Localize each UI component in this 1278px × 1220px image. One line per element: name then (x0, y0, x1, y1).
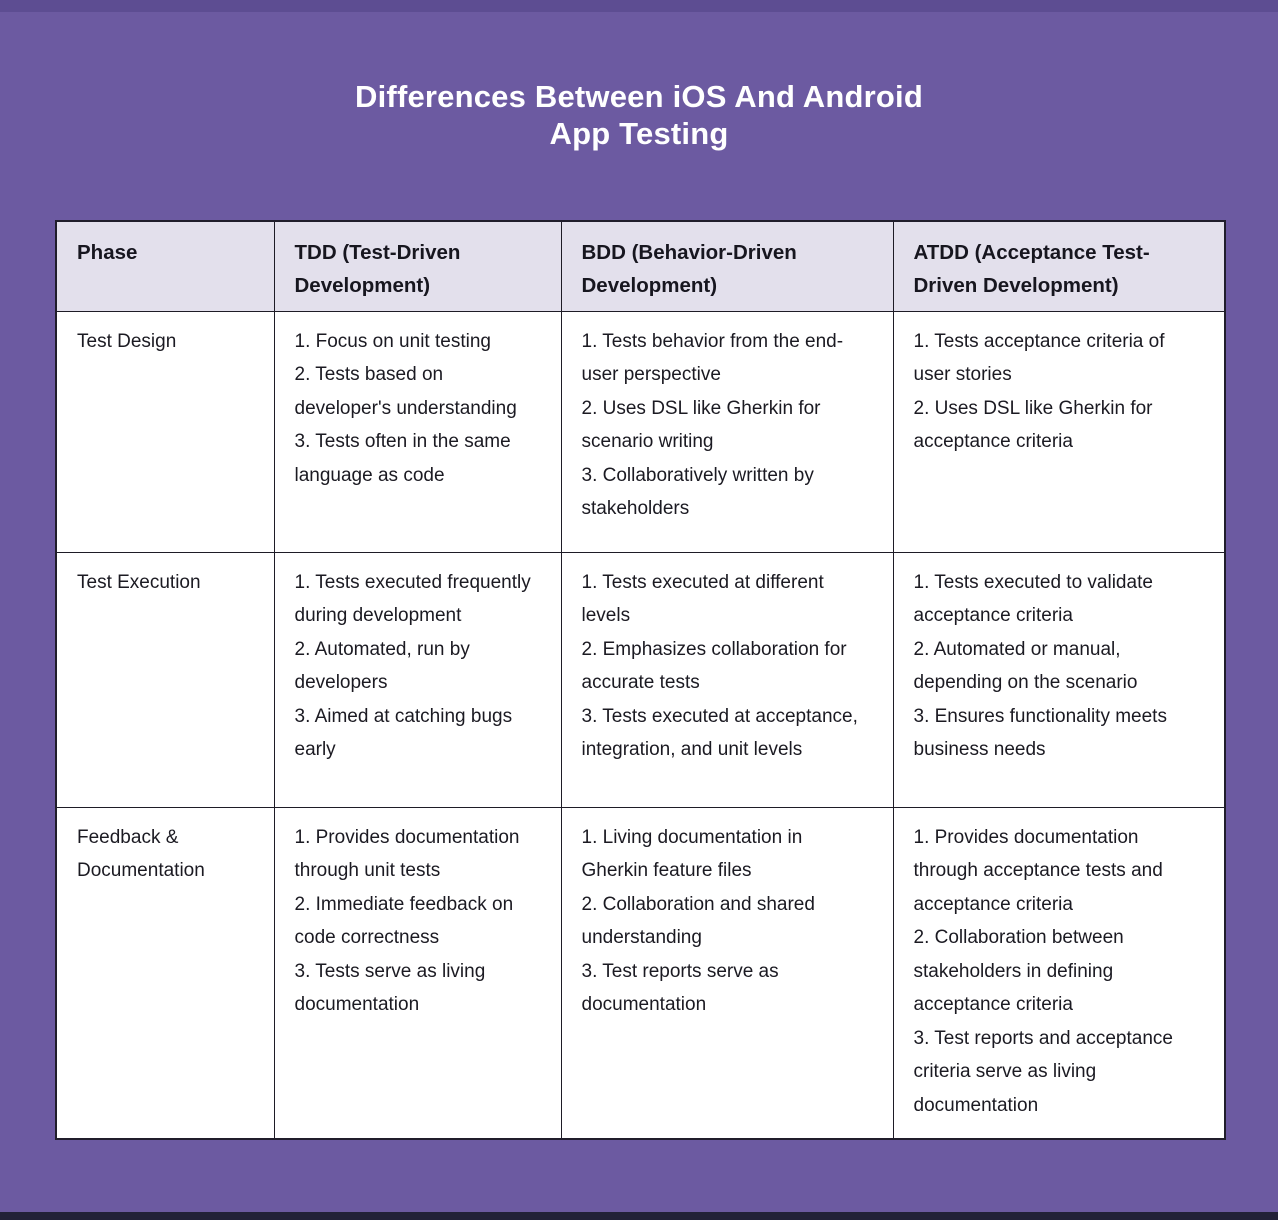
list-item: 3. Ensures functionality meets business needs (913, 705, 1167, 760)
list-item: 2. Collaboration between stakeholders in defining acceptance criteria (913, 927, 1124, 1015)
bdd-cell (561, 807, 893, 1139)
list-item: 1. Tests executed at different levels (581, 571, 824, 626)
list-item: 3. Tests executed at acceptance, integration, and unit levels (581, 705, 858, 760)
list-item: 3. Collaboratively written by stakeholders (581, 464, 814, 519)
list-item: 1. Focus on unit testing (294, 330, 491, 352)
bdd-cell (561, 311, 893, 552)
list-item: 3. Test reports and acceptance criteria serve as living documentation (913, 1027, 1173, 1116)
bdd-cell (561, 552, 893, 807)
list-item: 2. Tests based on developer's understanding (294, 364, 517, 419)
list-item: 2. Emphasizes collaboration for accurate tests (581, 638, 847, 693)
page-title (0, 78, 1278, 152)
list-item: 1. Living documentation in Gherkin feature files (581, 826, 803, 881)
list-item: 2. Uses DSL like Gherkin for acceptance criteria (913, 397, 1153, 452)
list-item: 3. Tests often in the same language as code (294, 431, 511, 486)
list-item: 1. Provides documentation through unit tests (294, 826, 520, 881)
atdd-cell (893, 552, 1225, 807)
list-item: 3. Aimed at catching bugs early (294, 705, 513, 760)
list-item: 3. Tests serve as living documentation (294, 960, 486, 1015)
list-item: 1. Provides documentation through acceptance tests and acceptance criteria (913, 826, 1163, 915)
table-row-test-execution (56, 552, 1225, 807)
phase-cell: Test Execution (56, 552, 274, 807)
bottom-accent-band (0, 1212, 1278, 1220)
atdd-cell (893, 311, 1225, 552)
page-title-line1: Differences Between iOS And Android (355, 79, 923, 114)
tdd-cell (274, 807, 561, 1139)
list-item: 1. Tests behavior from the end-user perspective (581, 330, 844, 385)
header-cell-phase: Phase (56, 221, 274, 311)
table-row-feedback-documentation (56, 807, 1225, 1139)
tdd-cell (274, 552, 561, 807)
phase-cell: Feedback & Documentation (56, 807, 274, 1139)
list-item: 2. Automated, run by developers (294, 638, 470, 693)
list-item: 2. Immediate feedback on code correctness (294, 893, 514, 948)
list-item: 2. Uses DSL like Gherkin for scenario writing (581, 397, 821, 452)
list-item: 1. Tests executed frequently during development (294, 571, 531, 626)
header-cell-tdd: TDD (Test-Driven Development) (274, 221, 561, 311)
header-cell-atdd: ATDD (Acceptance Test-Driven Development) (893, 221, 1225, 311)
tdd-cell (274, 311, 561, 552)
phase-cell: Test Design (56, 311, 274, 552)
list-item: 2. Collaboration and shared understanding (581, 893, 815, 948)
header-cell-bdd: BDD (Behavior-Driven Development) (561, 221, 893, 311)
page-title-line2: App Testing (549, 116, 729, 151)
list-item: 1. Tests acceptance criteria of user stories (913, 330, 1165, 385)
table-row-test-design (56, 311, 1225, 552)
list-item: 3. Test reports serve as documentation (581, 960, 779, 1015)
atdd-cell (893, 807, 1225, 1139)
list-item: 2. Automated or manual, depending on the scenario (913, 638, 1138, 693)
comparison-table (55, 220, 1226, 1140)
top-accent-band (0, 0, 1278, 12)
table-header-row (56, 221, 1225, 311)
list-item: 1. Tests executed to validate acceptance criteria (913, 571, 1153, 626)
